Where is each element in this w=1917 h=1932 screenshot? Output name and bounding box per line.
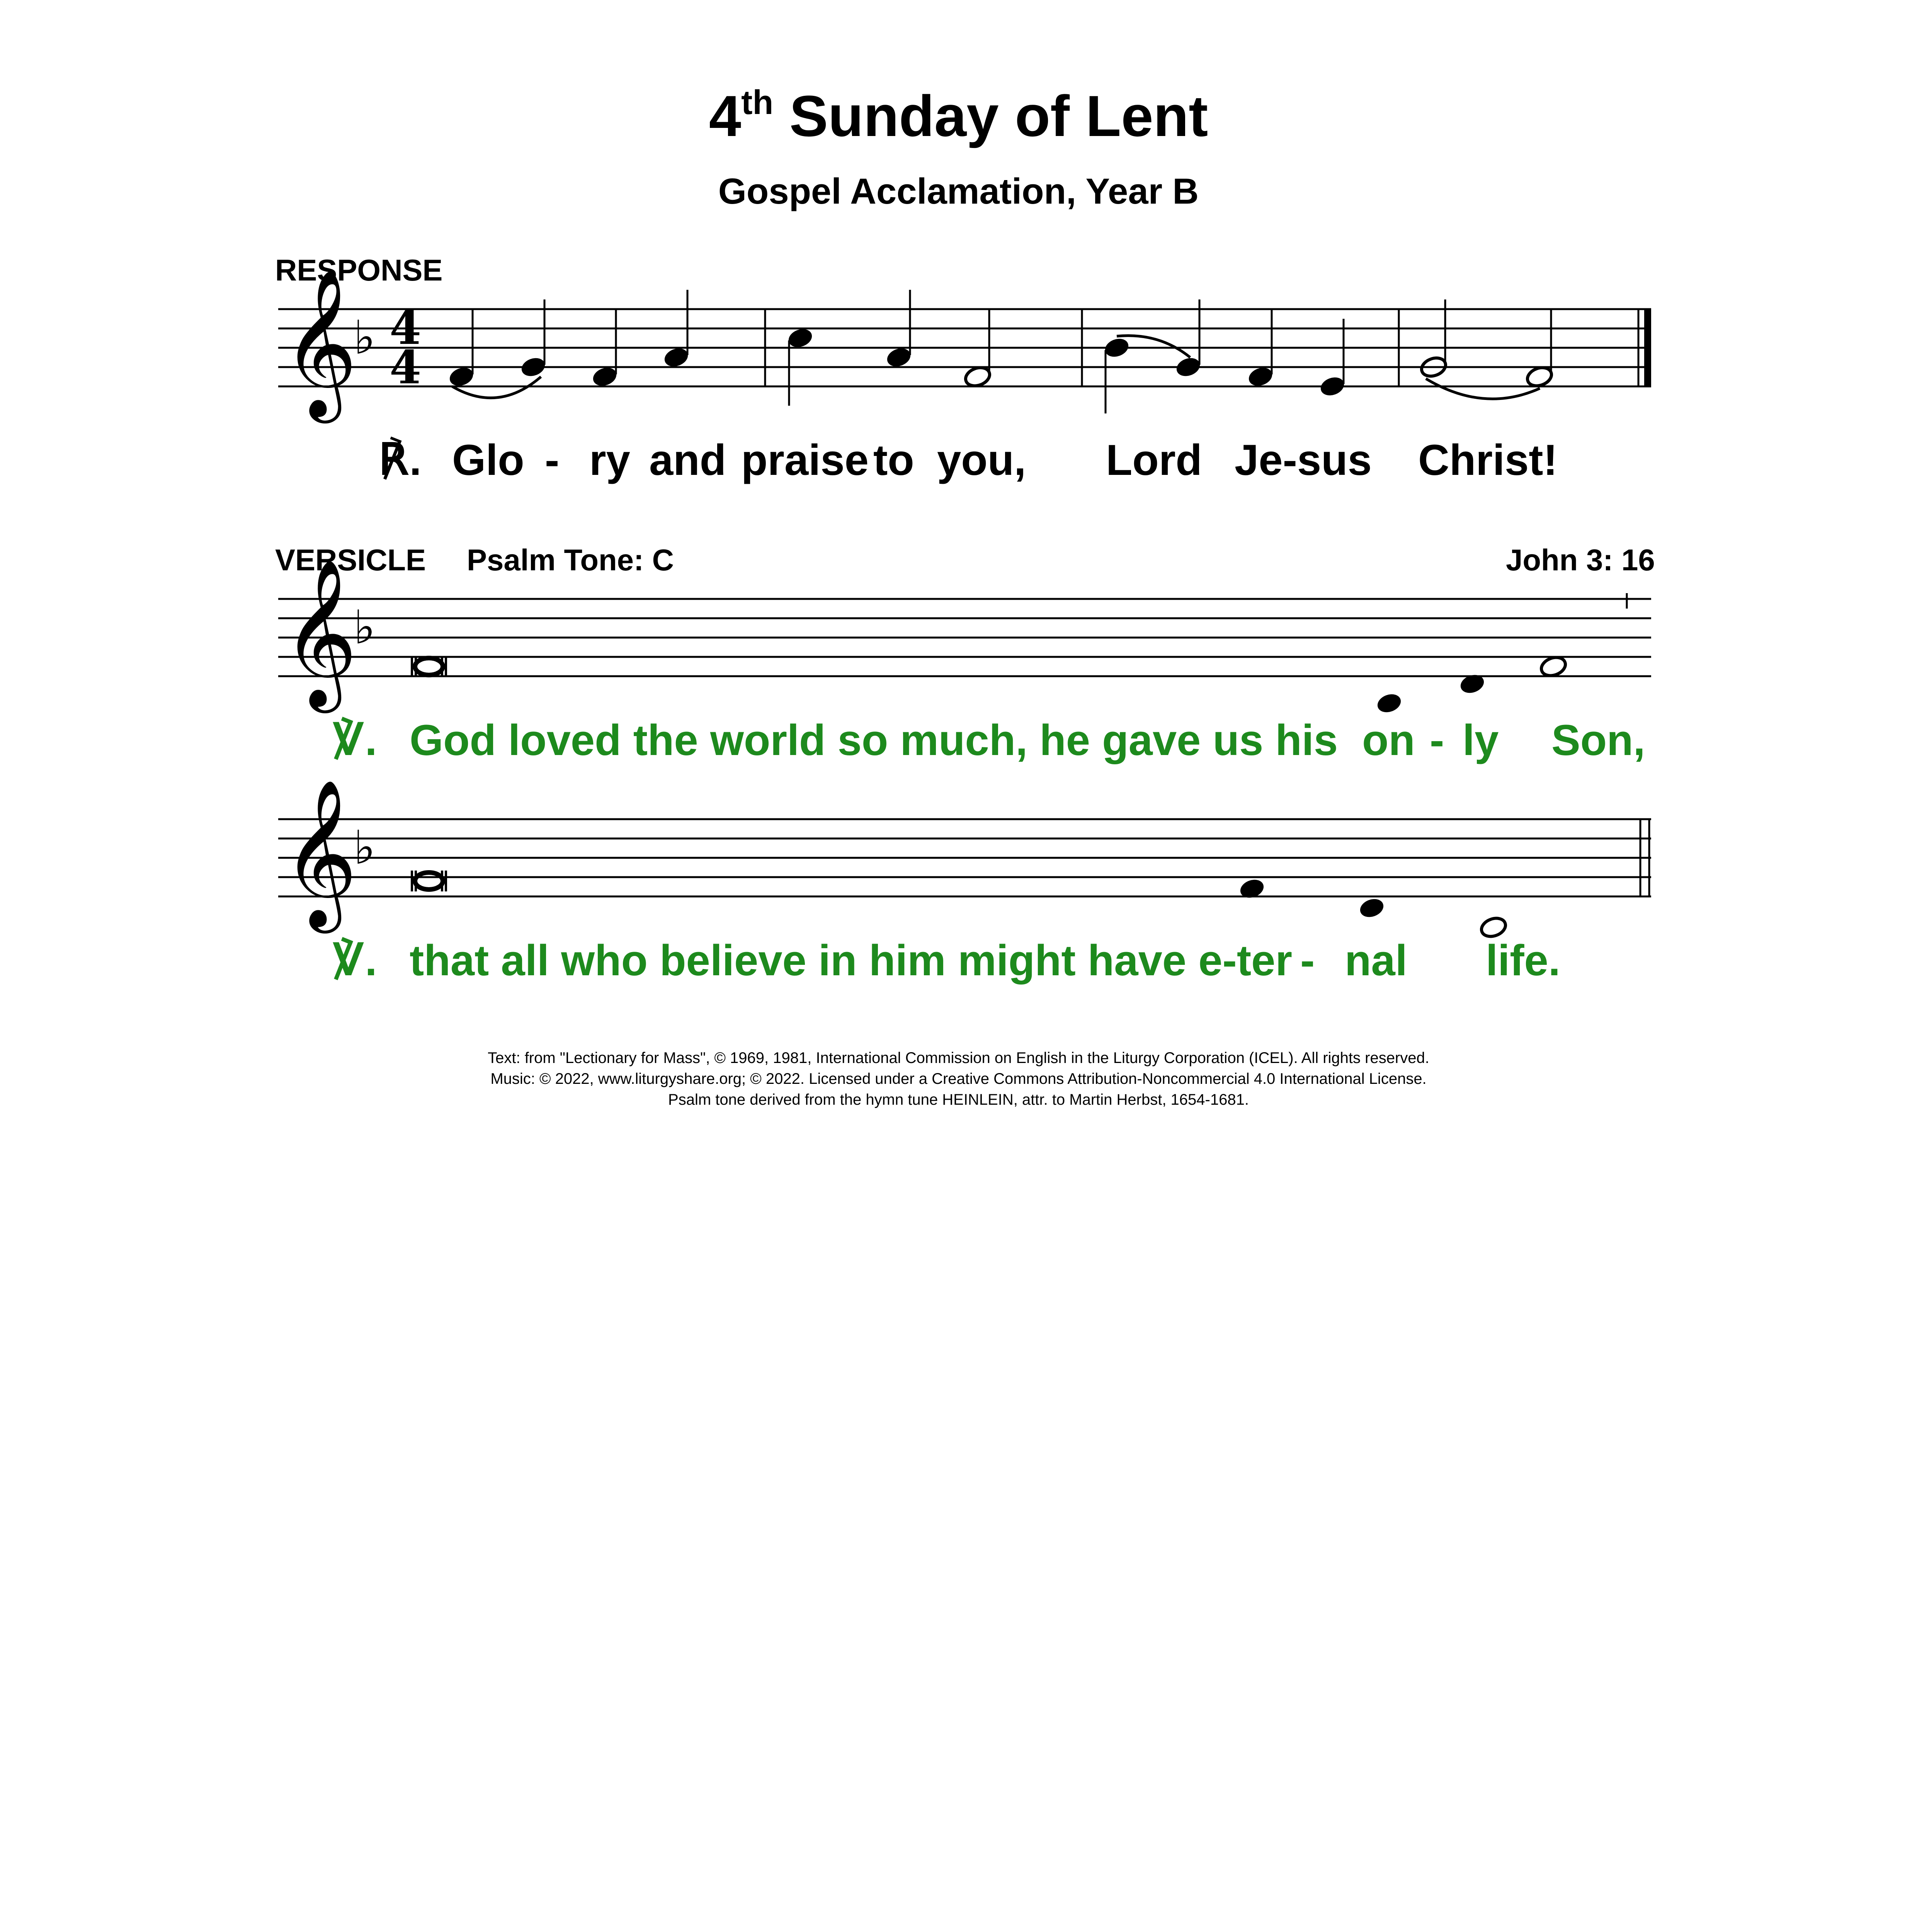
lyric-syllable: to	[873, 436, 914, 484]
versicle-recitation: that all who believe in him might have e-ter	[410, 936, 1293, 985]
flat-sign-icon: ♭	[354, 821, 376, 875]
lyric-syllable: nal	[1345, 936, 1407, 985]
treble-clef-icon: 𝄞	[282, 778, 358, 927]
flat-sign-icon: ♭	[354, 311, 376, 365]
lyric-syllable: on	[1362, 716, 1415, 764]
lyric-syllable: Je-sus	[1235, 436, 1372, 484]
lyric-syllable: ly	[1463, 716, 1499, 764]
lyric-syllable: -	[545, 436, 560, 484]
flat-sign-icon: ♭	[354, 601, 376, 655]
versicle-marker: ℣.	[332, 936, 377, 985]
versicle-marker: ℣.	[332, 716, 377, 764]
response-marker: ℟.	[379, 436, 422, 484]
psalm-tone-label: Psalm Tone: C	[467, 543, 674, 577]
lyric-syllable: -	[1300, 936, 1315, 985]
versicle-recitation: God loved the world so much, he gave us his	[410, 716, 1338, 764]
credits-psalm-tone: Psalm tone derived from the hymn tune HEINLEIN, attr. to Martin Herbst, 1654-1681.	[668, 1091, 1249, 1108]
credits-text: Text: from "Lectionary for Mass", © 1969, 1981, International Commission on English in the Liturgy Corporation (ICEL). All rights reserved.	[488, 1049, 1429, 1066]
title-text: Sunday of Lent	[789, 83, 1208, 148]
title-ordinal: th	[741, 83, 774, 121]
response-label: RESPONSE	[275, 253, 443, 287]
note	[1357, 896, 1386, 920]
treble-clef-icon: 𝄞	[282, 268, 358, 417]
lyric-syllable: praise	[741, 436, 869, 484]
treble-clef-icon: 𝄞	[282, 558, 358, 706]
scripture-reference: John 3: 16	[1506, 543, 1655, 577]
lyric-syllable: ry	[589, 436, 630, 484]
lyric-syllable: Christ!	[1418, 436, 1558, 484]
measure-3	[1102, 299, 1346, 413]
lyric-syllable: life.	[1486, 936, 1560, 985]
lyric-syllable: Glo	[452, 436, 524, 484]
lyric-syllable: Lord	[1106, 436, 1202, 484]
versicle-staff-2	[270, 778, 1662, 954]
breve-note	[412, 871, 446, 891]
measure-1	[447, 290, 690, 398]
lyric-syllable: you,	[937, 436, 1026, 484]
lyric-syllable: and	[649, 436, 726, 484]
time-signature-top: 4	[390, 301, 422, 355]
lyric-syllable: -	[1430, 716, 1444, 764]
page-subtitle: Gospel Acclamation, Year B	[718, 171, 1199, 211]
credits-music: Music: © 2022, www.liturgyshare.org; © 2022. Licensed under a Creative Commons Attribution-Noncommercial 4.0 International License.	[490, 1070, 1427, 1087]
title-number: 4	[709, 83, 742, 148]
measure-4	[1419, 299, 1554, 399]
note	[1539, 654, 1568, 679]
note	[1375, 691, 1403, 716]
breve-note	[412, 656, 446, 677]
lyric-syllable: Son,	[1551, 716, 1645, 764]
page-title	[0, 83, 1917, 148]
versicle-label: VERSICLE	[275, 543, 426, 577]
time-signature-bottom: 4	[390, 340, 422, 394]
